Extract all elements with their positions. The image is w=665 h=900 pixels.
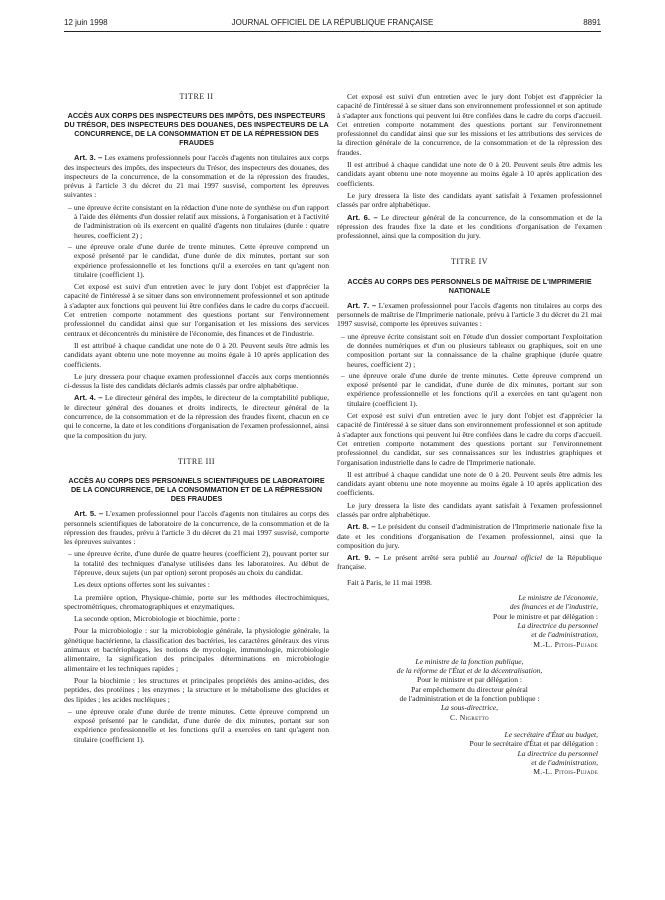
article-5-option-2: La seconde option, Microbiologie et biochimie, porte : bbox=[74, 614, 240, 624]
sig-economy-line-2: des finances et de l'industrie, bbox=[509, 602, 598, 612]
sig-budget-line-1: Le secrétaire d'État au budget, bbox=[504, 729, 598, 739]
article-7-interview: Cet exposé est suivi d'un entretien avec le jury dont l'objet est d'apprécier la capacité de l'intéressé à se situer dans son environnement professionnel et son aptitude à s'adapter aux fonctions qui peuvent lui être confiées dans le cadre du corps d'accueil. Cet entretien comporte notamment des questions portant sur l'environnement professionnel du candidat, sur ses connaissances sur les industries graphiques et l'organisation industrielle dans le cadre de l'Imprimerie nationale. bbox=[337, 411, 602, 467]
signed-place-date: Fait à Paris, le 11 mai 1998. bbox=[347, 577, 432, 587]
article-4-paragraph bbox=[64, 393, 329, 439]
sig-economy-line-3: Pour le ministre et par délégation : bbox=[492, 611, 598, 621]
article-8-label: Art. 8. – bbox=[347, 522, 376, 532]
article-6-label: Art. 6. – bbox=[347, 212, 378, 222]
running-header bbox=[64, 18, 601, 30]
article-8-paragraph bbox=[337, 522, 602, 550]
article-8-text: Le président du conseil d'administration de l'Imprimerie nationale fixe la date et les conditions d'organisation de l'examen professionnel, ainsi que la composition du jury. bbox=[337, 522, 602, 550]
article-9-journal-name: Journal officiel bbox=[493, 553, 543, 563]
article-5-microbiology: Pour la microbiologie : sur la microbiologie générale, la physiologie générale, la génétique bactérienne, la classification des bactéries, les caractères généraux des virus animaux et bactériophages, les notions de mycologie, immunologie, microbiologie alimentaire, la signification des principales déterminations en microbiologie alimentaire et les techniques rapides ; bbox=[64, 626, 329, 673]
title-3-heading: ACCÈS AU CORPS DES PERSONNELS SCIENTIFIQUES DE LABORATOIRE DE LA CONCURRENCE, DE LA CONSOMMATION ET DE LA RÉPRESSION DES FRAUDES bbox=[68, 476, 325, 504]
article-5-list-oral bbox=[64, 707, 329, 744]
sig-public-signatory: C. Nigretto bbox=[450, 712, 489, 722]
sig-public-line-6: La sous-directrice, bbox=[440, 703, 499, 713]
signature-block-public-service bbox=[337, 657, 602, 722]
signature-block-economy bbox=[337, 593, 602, 649]
article-7-list bbox=[337, 332, 602, 408]
article-5-jury: Le jury dressera la liste des candidats ayant satisfait à l'examen professionnel classés par ordre alphabétique. bbox=[337, 190, 602, 210]
header-page-number: 8891 bbox=[583, 18, 601, 27]
title-4-label: TITRE IV bbox=[450, 257, 489, 267]
article-5-option-1: La première option, Physique-chimie, porte sur les méthodes électrochimiques, spectrométriques, chromatographiques et enzymatiques. bbox=[64, 592, 329, 611]
sig-public-line-3: Pour le ministre et par délégation : bbox=[416, 675, 523, 685]
article-9-paragraph bbox=[337, 553, 602, 572]
spacer bbox=[337, 243, 602, 257]
article-9-text-post: de la République française. bbox=[337, 553, 602, 572]
header-date: 12 juin 1998 bbox=[64, 18, 108, 27]
article-5-item-oral: – une épreuve orale d'une durée de trente minutes. Cette épreuve comprend un exposé présenté par le candidat, d'une durée de dix minutes, portant sur son expérience professionnelle et les fonctions qu'il a exercées en tant qu'agent non titulaire (coefficient 1). bbox=[68, 706, 329, 744]
article-7-item-written: – une épreuve écrite consistant soit en l'étude d'un dossier comportant l'exploitation de données numériques et d'un ou plusieurs tableaux ou graphiques, soit en une composition portant sur la connaissance de la chaîne graphique (durée quatre heures, coefficient 2) ; bbox=[341, 331, 602, 369]
title-2-label: TITRE II bbox=[179, 92, 214, 101]
sig-budget-signatory: M.-L. Pitois-Pujade bbox=[533, 767, 598, 777]
article-7-text: L'examen professionnel pour l'accès d'agents non titulaires au corps des personnels de maîtrise de l'Imprimerie nationale, prévu à l'article 3 du décret du 21 mai 1997 susvisé, comporte les épreuves suivantes : bbox=[337, 300, 602, 329]
article-5-options-intro: Les deux options offertes sont les suivantes : bbox=[74, 580, 210, 590]
sig-economy-line-5: et de l'administration, bbox=[531, 630, 598, 640]
spacer bbox=[64, 443, 329, 457]
article-5-label: Art. 5. – bbox=[74, 509, 104, 519]
sig-economy-signatory: M.-L. Pitois-Pujade bbox=[533, 639, 598, 649]
article-4-label: Art. 4. – bbox=[74, 393, 103, 403]
header-journal-title: JOURNAL OFFICIEL DE LA RÉPUBLIQUE FRANÇAISE bbox=[231, 18, 434, 27]
sig-public-line-4: Par empêchement du directeur général bbox=[411, 684, 528, 694]
article-9-text-pre: Le présent arrêté sera publié au bbox=[383, 553, 490, 563]
sig-public-line-5: de l'administration et de la fonction publique : bbox=[399, 694, 540, 704]
sig-budget-line-3: La directrice du personnel bbox=[517, 748, 598, 758]
article-3-grading: Il est attribué à chaque candidat une note de 0 à 20. Peuvent seuls être admis les candidats ayant obtenu une note moyenne au moins égale à 10 après application des coefficients. bbox=[64, 340, 329, 369]
article-7-item-oral: – une épreuve orale d'une durée de trente minutes. Cette épreuve comprend un exposé présenté par le candidat, d'une durée de dix minutes, portant sur son expérience professionnelle et les fonctions qu'il a exercées en tant qu'agent non titulaire (coefficient 1). bbox=[341, 370, 602, 408]
article-5-grading: Il est attribué à chaque candidat une note de 0 à 20. Peuvent seuls être admis les candidats ayant obtenu une note moyenne au moins égale à 10 après application des coefficients. bbox=[337, 160, 602, 188]
sig-economy-line-4: La directrice du personnel bbox=[517, 620, 598, 630]
article-6-text: Le directeur général de la concurrence, de la consommation et de la répression des fraudes fixe la date et les conditions d'organisation de l'examen professionnel, ainsi que la composition du jury. bbox=[337, 212, 602, 241]
sig-public-line-2: de la réforme de l'État et de la décentralisation, bbox=[396, 666, 543, 676]
sig-budget-line-2: Pour le secrétaire d'État et par délégation : bbox=[469, 739, 598, 749]
article-5-biochemistry: Pour la biochimie : les structures et principales propriétés des amino-acides, des peptides, des protéines ; les enzymes ; la structure et le métabolisme des glucides et des lipides ; les acides nucléiques ; bbox=[64, 675, 329, 704]
article-7-paragraph bbox=[337, 301, 602, 329]
left-column bbox=[64, 92, 329, 747]
sig-public-line-1: Le ministre de la fonction publique, bbox=[415, 656, 524, 666]
article-5-interview: Cet exposé est suivi d'un entretien avec le jury dont l'objet est d'apprécier la capacité de l'intéressé à se situer dans son environnement professionnel et son aptitude à s'adapter aux fonctions qui peuvent lui être confiées dans le cadre du corps d'accueil. Cet entretien comporte notamment des questions portant sur l'environnement professionnel du candidat ainsi que sur les missions et les attributions des services de la direction générale de la concurrence, de la consommation et de la répression des fraudes. bbox=[337, 92, 602, 157]
article-3-item-oral: – une épreuve orale d'une durée de trente minutes. Cette épreuve comprend un exposé présenté par le candidat, d'une durée de dix minutes, portant sur son expérience professionnelle et les fonctions qu'il a exercées en tant qu'agent non titulaire (coefficient 1). bbox=[68, 241, 329, 279]
article-5-text: L'examen professionnel pour l'accès d'agents non titulaires au corps des personnels scientifiques de laboratoire de la concurrence, de la consommation et de la répression des fraudes, prévu à l'article 3 du décret du 21 mai 1997 susvisé, comporte les épreuves suivantes : bbox=[64, 509, 329, 547]
header-rule bbox=[64, 31, 601, 32]
article-7-label: Art. 7. – bbox=[347, 300, 377, 310]
signature-block-budget bbox=[337, 730, 602, 776]
article-3-list bbox=[64, 203, 329, 279]
article-3-item-written: – une épreuve écrite consistant en la rédaction d'une note de synthèse ou d'un rapport à l'aide des éléments d'un dossier relatif aux missions, à l'organisation et à l'activité de l'administration où ils exercent en qualité d'agents non titulaires (durée : quatre heures, coefficient 2) ; bbox=[68, 202, 329, 240]
title-4-heading: ACCÈS AU CORPS DES PERSONNELS DE MAÎTRISE DE L'IMPRIMERIE NATIONALE bbox=[347, 276, 592, 295]
article-5-item-written: – une épreuve écrite, d'une durée de quatre heures (coefficient 2), pouvant porter sur la totalité des techniques d'analyse utilisées dans les laboratoires. Au début de l'épreuve, deux sujets (un par option) seront proposés au choix du candidat. bbox=[68, 549, 329, 577]
article-4-text: Le directeur général des impôts, le directeur de la comptabilité publique, le directeur général des douanes et droits indirects, le directeur général de la concurrence, de la consommation et de la répression des fraudes fixent, chacun en ce qui le concerne, la date et les conditions d'organisation de l'examen professionnel, ainsi que la composition du jury. bbox=[64, 393, 329, 440]
sig-budget-line-4: et de l'administration, bbox=[531, 757, 598, 767]
title-3-label: TITRE III bbox=[177, 456, 216, 466]
sig-economy-line-1: Le ministre de l'économie, bbox=[518, 593, 598, 603]
article-3-jury: Le jury dressera pour chaque examen professionnel d'accès aux corps mentionnés ci-dessus la liste des candidats déclarés admis classés par ordre alphabétique. bbox=[64, 371, 329, 391]
article-5-list-written bbox=[64, 549, 329, 577]
article-3-label: Art. 3. – bbox=[74, 153, 103, 163]
article-5-paragraph bbox=[64, 509, 329, 546]
article-7-jury: Le jury dressera la liste des candidats ayant satisfait à l'examen professionnel classés par ordre alphabétique. bbox=[337, 500, 602, 519]
article-3-text: Les examens professionnels pour l'accès d'agents non titulaires aux corps des inspecteurs des impôts, des inspecteurs du Trésor, des inspecteurs des douanes, des inspecteurs de la concurrence, de la consommation et de la répression des fraudes, prévus à l'article 3 du décret du 21 mai 1997 susvisé, comportent les épreuves suivantes : bbox=[64, 153, 330, 200]
article-9-label: Art. 9. – bbox=[347, 553, 380, 563]
article-6-paragraph bbox=[337, 213, 602, 241]
right-column bbox=[337, 92, 602, 776]
article-3-interview: Cet exposé est suivi d'un entretien avec le jury dont l'objet est d'apprécier la capacité de l'intéressé à se situer dans son environnement professionnel et son aptitude à s'adapter aux fonctions qui peuvent lui être confiées dans le cadre du corps d'accueil. Cet entretien comporte notamment des questions portant sur l'environnement professionnel du candidat ainsi que sur l'organisation et les missions des services centraux et déconcentrés du ministère de l'économie, des finances et de l'industrie. bbox=[64, 282, 329, 338]
article-3-paragraph bbox=[64, 153, 329, 199]
title-2-heading: ACCÈS AUX CORPS DES INSPECTEURS DES IMPÔTS, DES INSPECTEURS DU TRÉSOR, DES INSPECTEURS DES DOUANES, DES INSPECTEURS DE LA CONCURRENCE, DE LA CONSOMMATION ET DE LA RÉPRESSION DES FRAUDES bbox=[64, 111, 329, 148]
article-7-grading: Il est attribué à chaque candidat une note de 0 à 20. Peuvent seuls être admis les candidats ayant obtenu une note moyenne au moins égale à 10 après application des coefficients. bbox=[337, 469, 602, 498]
